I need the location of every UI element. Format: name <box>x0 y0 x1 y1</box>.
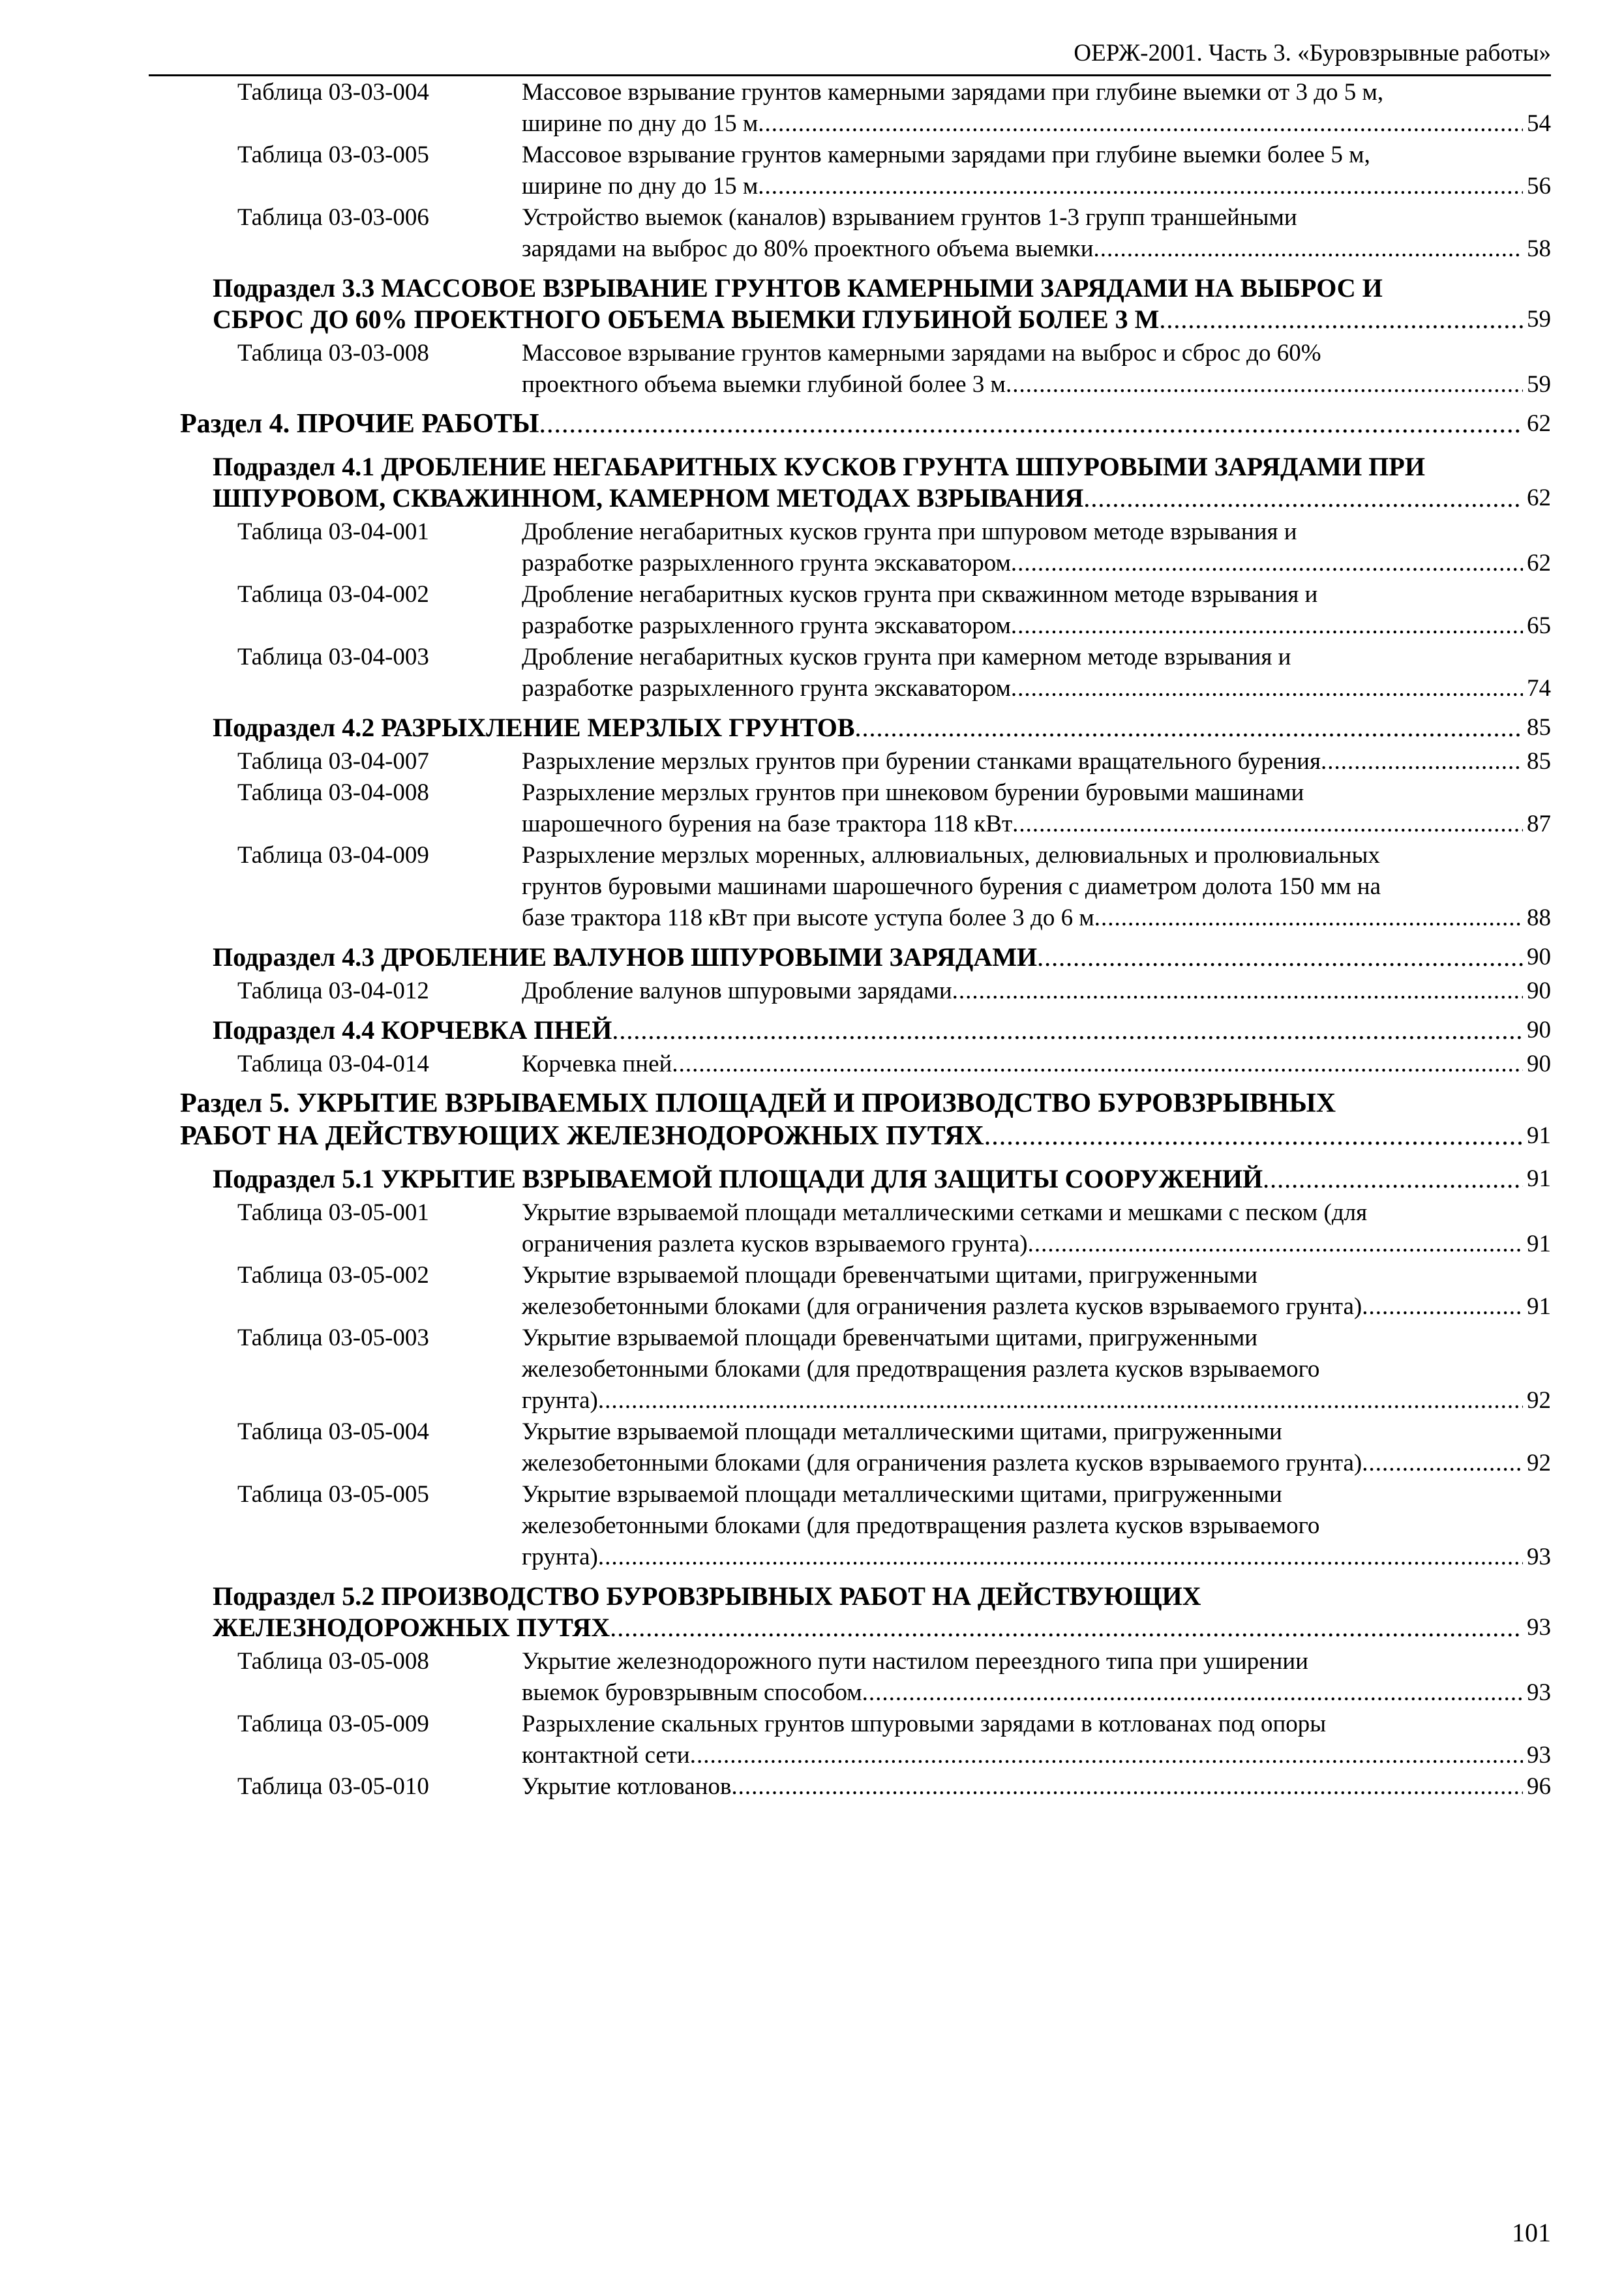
toc-heading[interactable] <box>180 408 1551 440</box>
toc-entry[interactable] <box>522 548 1551 579</box>
toc-table-label: Таблица 03-04-007 <box>237 748 429 775</box>
toc-page-number: 87 <box>1527 811 1551 837</box>
toc-entry[interactable] <box>522 369 1551 400</box>
dot-leader <box>1159 304 1523 335</box>
toc-entry-text: разработке разрыхленного грунта экскаватором <box>522 675 1011 702</box>
toc-table-label: Таблица 03-04-009 <box>237 842 429 869</box>
toc-page-number: 59 <box>1527 306 1551 333</box>
toc-heading-text: Раздел 4. ПРОЧИЕ РАБОТЫ <box>180 409 539 439</box>
dot-leader <box>952 976 1523 1007</box>
toc-heading-text: РАБОТ НА ДЕЙСТВУЮЩИХ ЖЕЛЕЗНОДОРОЖНЫХ ПУТЯХ <box>180 1121 984 1151</box>
toc-table-label: Таблица 03-04-012 <box>237 978 429 1004</box>
toc-entry-text: Массовое взрывание грунтов камерными зарядами при глубине выемки более 5 м, <box>522 142 1370 168</box>
toc-heading-text: Подраздел 4.3 ДРОБЛЕНИЕ ВАЛУНОВ ШПУРОВЫМИ ЗАРЯДАМИ <box>213 942 1038 972</box>
toc-entry-text: шарошечного бурения на базе трактора 118 кВт <box>522 811 1013 837</box>
toc-entry-text: зарядами на выброс до 80% проектного объема выемки <box>522 235 1094 262</box>
dot-leader <box>690 1740 1523 1771</box>
toc-entry[interactable] <box>522 610 1551 642</box>
toc-entry[interactable] <box>522 1740 1551 1771</box>
toc-entry[interactable] <box>522 1448 1551 1479</box>
dot-leader <box>1321 746 1523 777</box>
toc-entry-text: ширине по дну до 15 м <box>522 110 759 137</box>
toc-page-number: 91 <box>1527 1165 1551 1192</box>
toc-page-number: 91 <box>1527 1231 1551 1257</box>
toc-heading-text: ШПУРОВОМ, СКВАЖИННОМ, КАМЕРНОМ МЕТОДАХ ВЗРЫВАНИЯ <box>213 483 1084 513</box>
toc-page-number: 65 <box>1527 612 1551 639</box>
toc-entry[interactable] <box>522 903 1551 934</box>
dot-leader <box>1012 809 1523 840</box>
toc-page-number: 62 <box>1527 410 1551 437</box>
dot-leader <box>1011 673 1523 704</box>
toc-entry-text: Укрытие взрываемой площади металлическими сетками и мешками с песком (для <box>522 1199 1368 1226</box>
toc-entry-text: разработке разрыхленного грунта экскаватором <box>522 612 1011 639</box>
dot-leader <box>1362 1291 1523 1323</box>
toc-entry[interactable] <box>522 233 1551 265</box>
toc-entry-text: железобетонными блоками (для предотвращения разлета кусков взрываемого <box>522 1356 1320 1383</box>
toc-page-number: 91 <box>1527 1122 1551 1149</box>
toc-entry-text: Массовое взрывание грунтов камерными зарядами при глубине выемки от 3 до 5 м, <box>522 79 1384 106</box>
dot-leader <box>539 408 1523 440</box>
dot-leader <box>1362 1448 1523 1479</box>
toc-page-number: 85 <box>1527 748 1551 775</box>
dot-leader <box>984 1120 1523 1152</box>
toc-table-label: Таблица 03-05-008 <box>237 1648 429 1675</box>
dot-leader <box>672 1049 1523 1080</box>
toc-entry[interactable] <box>522 1291 1551 1323</box>
toc-entry-text: базе трактора 118 кВт при высоте уступа более 3 до 6 м <box>522 905 1094 931</box>
dot-leader <box>1028 1229 1523 1260</box>
toc-heading[interactable] <box>213 942 1551 973</box>
dot-leader <box>1011 610 1523 642</box>
toc-entry-text: Разрыхление мерзлых грунтов при бурении станками вращательного бурения <box>522 748 1321 775</box>
toc-page-number: 90 <box>1527 1051 1551 1077</box>
dot-leader <box>731 1771 1523 1803</box>
toc-entry-text: Дробление валунов шпуровыми зарядами <box>522 978 952 1004</box>
toc-entry-text: грунта) <box>522 1544 598 1570</box>
dot-leader <box>598 1542 1523 1573</box>
toc-page-number: 54 <box>1527 110 1551 137</box>
toc-entry[interactable] <box>522 1542 1551 1573</box>
toc-entry-text: железобетонными блоками (для ограничения разлета кусков взрываемого грунта) <box>522 1450 1362 1476</box>
toc-heading[interactable] <box>213 1015 1551 1046</box>
toc-heading[interactable] <box>213 1612 1551 1643</box>
dot-leader <box>1263 1163 1523 1195</box>
dot-leader <box>1083 483 1523 514</box>
toc-heading-text: Подраздел 4.2 РАЗРЫХЛЕНИЕ МЕРЗЛЫХ ГРУНТОВ <box>213 713 855 742</box>
toc-page-number: 85 <box>1527 714 1551 741</box>
toc-entry-text: Разрыхление мерзлых грунтов при шнековом бурении буровыми машинами <box>522 779 1304 806</box>
toc-heading-text: Подраздел 4.1 ДРОБЛЕНИЕ НЕГАБАРИТНЫХ КУСКОВ ГРУНТА ШПУРОВЫМИ ЗАРЯДАМИ ПРИ <box>213 452 1425 481</box>
toc-entry-text: Укрытие взрываемой площади бревенчатыми щитами, пригруженными <box>522 1324 1258 1351</box>
toc-page-number: 93 <box>1527 1679 1551 1706</box>
toc-table-label: Таблица 03-04-001 <box>237 518 429 545</box>
toc-entry-text: грунтов буровыми машинами шарошечного бурения с диаметром долота 150 мм на <box>522 873 1381 900</box>
toc-entry[interactable] <box>522 809 1551 840</box>
header-title: ОЕРЖ-2001. Часть 3. «Буровзрывные работы» <box>1074 40 1551 67</box>
toc-page-number: 62 <box>1527 485 1551 511</box>
toc-table-label: Таблица 03-05-002 <box>237 1262 429 1289</box>
toc-entry-text: Корчевка пней <box>522 1051 672 1077</box>
toc-page-number: 93 <box>1527 1544 1551 1570</box>
toc-table-label: Таблица 03-04-002 <box>237 581 429 608</box>
toc-page-number: 56 <box>1527 173 1551 200</box>
toc-page-number: 96 <box>1527 1773 1551 1800</box>
toc-table-label: Таблица 03-04-014 <box>237 1051 429 1077</box>
toc-table-label: Таблица 03-05-001 <box>237 1199 429 1226</box>
dot-leader <box>758 171 1523 202</box>
toc-heading[interactable] <box>213 483 1551 514</box>
toc-page-number: 59 <box>1527 371 1551 398</box>
toc-page-number: 74 <box>1527 675 1551 702</box>
toc-page-number: 90 <box>1527 1017 1551 1043</box>
toc-heading[interactable] <box>213 304 1551 335</box>
toc-page-number: 62 <box>1527 550 1551 576</box>
toc-entry-text: Дробление негабаритных кусков грунта при шпуровом методе взрывания и <box>522 518 1297 545</box>
toc-heading-text: Раздел 5. УКРЫТИЕ ВЗРЫВАЕМЫХ ПЛОЩАДЕЙ И ПРОИЗВОДСТВО БУРОВЗРЫВНЫХ <box>180 1088 1336 1118</box>
dot-leader <box>598 1385 1523 1416</box>
dot-leader <box>1094 233 1523 265</box>
page-number: 101 <box>1512 2218 1551 2247</box>
toc-table-label: Таблица 03-04-008 <box>237 779 429 806</box>
toc-entry-text: Устройство выемок (каналов) взрыванием грунтов 1-3 групп траншейными <box>522 204 1297 231</box>
toc-entry[interactable] <box>522 673 1551 704</box>
toc-table-label: Таблица 03-03-008 <box>237 340 429 367</box>
toc-entry-text: выемок буровзрывным способом <box>522 1679 862 1706</box>
toc-entry-text: разработке разрыхленного грунта экскаватором <box>522 550 1011 576</box>
toc-table-label: Таблица 03-05-004 <box>237 1418 429 1445</box>
toc-heading-text: Подраздел 5.1 УКРЫТИЕ ВЗРЫВАЕМОЙ ПЛОЩАДИ ДЛЯ ЗАЩИТЫ СООРУЖЕНИЙ <box>213 1164 1263 1193</box>
dot-leader <box>610 1612 1523 1643</box>
toc-page-number: 90 <box>1527 978 1551 1004</box>
toc-entry-text: Разрыхление мерзлых моренных, аллювиальных, делювиальных и пролювиальных <box>522 842 1380 869</box>
toc-entry[interactable] <box>522 746 1551 777</box>
toc-page-number: 93 <box>1527 1742 1551 1769</box>
toc-table-label: Таблица 03-04-003 <box>237 644 429 670</box>
toc-entry[interactable] <box>522 1771 1551 1803</box>
toc-entry[interactable] <box>522 171 1551 202</box>
toc-entry-text: железобетонными блоками (для предотвращения разлета кусков взрываемого <box>522 1512 1320 1539</box>
dot-leader <box>855 712 1523 743</box>
toc-heading-text: Подраздел 5.2 ПРОИЗВОДСТВО БУРОВЗРЫВНЫХ РАБОТ НА ДЕЙСТВУЮЩИХ <box>213 1581 1201 1611</box>
toc-entry-text: ограничения разлета кусков взрываемого грунта) <box>522 1231 1028 1257</box>
toc-heading[interactable] <box>213 1163 1551 1195</box>
toc-entry-text: Массовое взрывание грунтов камерными зарядами на выброс и сброс до 60% <box>522 340 1321 367</box>
toc-entry-text: проектного объема выемки глубиной более 3 м <box>522 371 1006 398</box>
toc-heading-text: Подраздел 3.3 МАССОВОЕ ВЗРЫВАНИЕ ГРУНТОВ КАМЕРНЫМИ ЗАРЯДАМИ НА ВЫБРОС И <box>213 273 1383 303</box>
dot-leader <box>1037 942 1523 973</box>
toc-heading-text: СБРОС ДО 60% ПРОЕКТНОГО ОБЪЕМА ВЫЕМКИ ГЛУБИНОЙ БОЛЕЕ 3 М <box>213 305 1160 334</box>
toc-entry-text: ширине по дну до 15 м <box>522 173 759 200</box>
toc-entry-text: железобетонными блоками (для ограничения разлета кусков взрываемого грунта) <box>522 1293 1362 1320</box>
toc-entry-text: Укрытие взрываемой площади металлическими щитами, пригруженными <box>522 1481 1282 1508</box>
toc-entry[interactable] <box>522 1385 1551 1416</box>
dot-leader <box>862 1677 1523 1709</box>
toc-page-number: 90 <box>1527 944 1551 970</box>
toc-entry-text: Разрыхление скальных грунтов шпуровыми зарядами в котлованах под опоры <box>522 1711 1327 1737</box>
toc-page-number: 93 <box>1527 1614 1551 1641</box>
toc-entry[interactable] <box>522 976 1551 1007</box>
toc-entry-text: Укрытие взрываемой площади бревенчатыми щитами, пригруженными <box>522 1262 1258 1289</box>
toc-entry-text: Укрытие котлованов <box>522 1773 732 1800</box>
toc-page-number: 92 <box>1527 1450 1551 1476</box>
toc-page-number: 91 <box>1527 1293 1551 1320</box>
toc-entry-text: контактной сети <box>522 1742 690 1769</box>
toc-table-label: Таблица 03-03-004 <box>237 79 429 106</box>
toc-entry-text: грунта) <box>522 1387 598 1414</box>
toc-heading-text: Подраздел 4.4 КОРЧЕВКА ПНЕЙ <box>213 1015 612 1045</box>
toc-page-number: 88 <box>1527 905 1551 931</box>
toc-entry-text: Укрытие железнодорожного пути настилом переездного типа при уширении <box>522 1648 1308 1675</box>
toc-entry[interactable] <box>522 1049 1551 1080</box>
dot-leader <box>1094 903 1523 934</box>
dot-leader <box>612 1015 1523 1046</box>
toc-heading-text: ЖЕЛЕЗНОДОРОЖНЫХ ПУТЯХ <box>213 1613 610 1642</box>
toc-entry-text: Дробление негабаритных кусков грунта при камерном методе взрывания и <box>522 644 1291 670</box>
toc-table-label: Таблица 03-05-003 <box>237 1324 429 1351</box>
toc-entry[interactable] <box>522 1677 1551 1709</box>
dot-leader <box>1006 369 1523 400</box>
toc-table-label: Таблица 03-05-010 <box>237 1773 429 1800</box>
page-header <box>149 38 1551 76</box>
toc-heading[interactable] <box>180 1120 1551 1152</box>
toc-table-label: Таблица 03-05-009 <box>237 1711 429 1737</box>
toc-page-number: 58 <box>1527 235 1551 262</box>
toc-table-label: Таблица 03-05-005 <box>237 1481 429 1508</box>
toc-table-label: Таблица 03-03-006 <box>237 204 429 231</box>
toc-entry-text: Укрытие взрываемой площади металлическими щитами, пригруженными <box>522 1418 1282 1445</box>
toc-table-label: Таблица 03-03-005 <box>237 142 429 168</box>
toc-entry-text: Дробление негабаритных кусков грунта при скважинном методе взрывания и <box>522 581 1318 608</box>
toc-page-number: 92 <box>1527 1387 1551 1414</box>
dot-leader <box>758 108 1523 140</box>
dot-leader <box>1011 548 1523 579</box>
toc-entry[interactable] <box>522 1229 1551 1260</box>
toc-entry[interactable] <box>522 108 1551 140</box>
toc-heading[interactable] <box>213 712 1551 743</box>
